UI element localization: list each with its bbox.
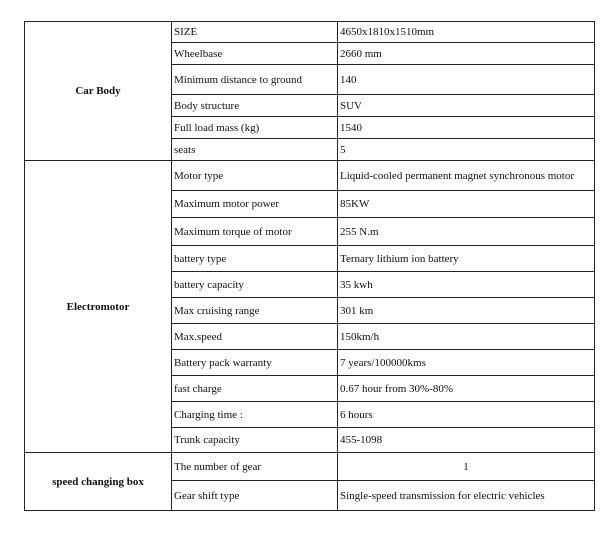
spec-label: SIZE xyxy=(172,22,338,43)
spec-value: Single-speed transmission for electric vehicles xyxy=(338,481,595,511)
spec-label: Full load mass (kg) xyxy=(172,117,338,139)
spec-value: 1 xyxy=(338,453,595,481)
spec-value: 5 xyxy=(338,139,595,161)
spec-label: battery type xyxy=(172,246,338,272)
section-title-electromotor: Electromotor xyxy=(25,161,172,453)
spec-value: 0.67 hour from 30%-80% xyxy=(338,376,595,402)
spec-label: seats xyxy=(172,139,338,161)
spec-label: Minimum distance to ground xyxy=(172,65,338,95)
section-title-speed-changing-box: speed changing box xyxy=(25,453,172,511)
spec-label: Wheelbase xyxy=(172,43,338,65)
spec-label: Motor type xyxy=(172,161,338,191)
spec-value: 7 years/100000kms xyxy=(338,350,595,376)
table-row xyxy=(25,453,595,481)
spec-label: battery capacity xyxy=(172,272,338,298)
spec-label: Maximum motor power xyxy=(172,191,338,218)
spec-value: 455-1098 xyxy=(338,428,595,453)
spec-value: Ternary lithium ion battery xyxy=(338,246,595,272)
spec-table xyxy=(24,21,595,511)
spec-value: 85KW xyxy=(338,191,595,218)
spec-label: Max cruising range xyxy=(172,298,338,324)
spec-value: 140 xyxy=(338,65,595,95)
spec-value: 1540 xyxy=(338,117,595,139)
spec-value: Liquid-cooled permanent magnet synchronous motor xyxy=(338,161,595,191)
spec-label: The number of gear xyxy=(172,453,338,481)
spec-label: fast charge xyxy=(172,376,338,402)
spec-value: 255 N.m xyxy=(338,218,595,246)
spec-label: Trunk capacity xyxy=(172,428,338,453)
spec-value: SUV xyxy=(338,95,595,117)
spec-label: Battery pack warranty xyxy=(172,350,338,376)
spec-value: 150km/h xyxy=(338,324,595,350)
spec-label: Max.speed xyxy=(172,324,338,350)
spec-value: 2660 mm xyxy=(338,43,595,65)
spec-value: 35 kwh xyxy=(338,272,595,298)
section-title-car-body: Car Body xyxy=(25,22,172,161)
spec-label: Maximum torque of motor xyxy=(172,218,338,246)
spec-label: Charging time : xyxy=(172,402,338,428)
spec-value: 6 hours xyxy=(338,402,595,428)
spec-value: 4650x1810x1510mm xyxy=(338,22,595,43)
spec-value: 301 km xyxy=(338,298,595,324)
table-row xyxy=(25,22,595,43)
spec-label: Body structure xyxy=(172,95,338,117)
spec-label: Gear shift type xyxy=(172,481,338,511)
table-row xyxy=(25,161,595,191)
